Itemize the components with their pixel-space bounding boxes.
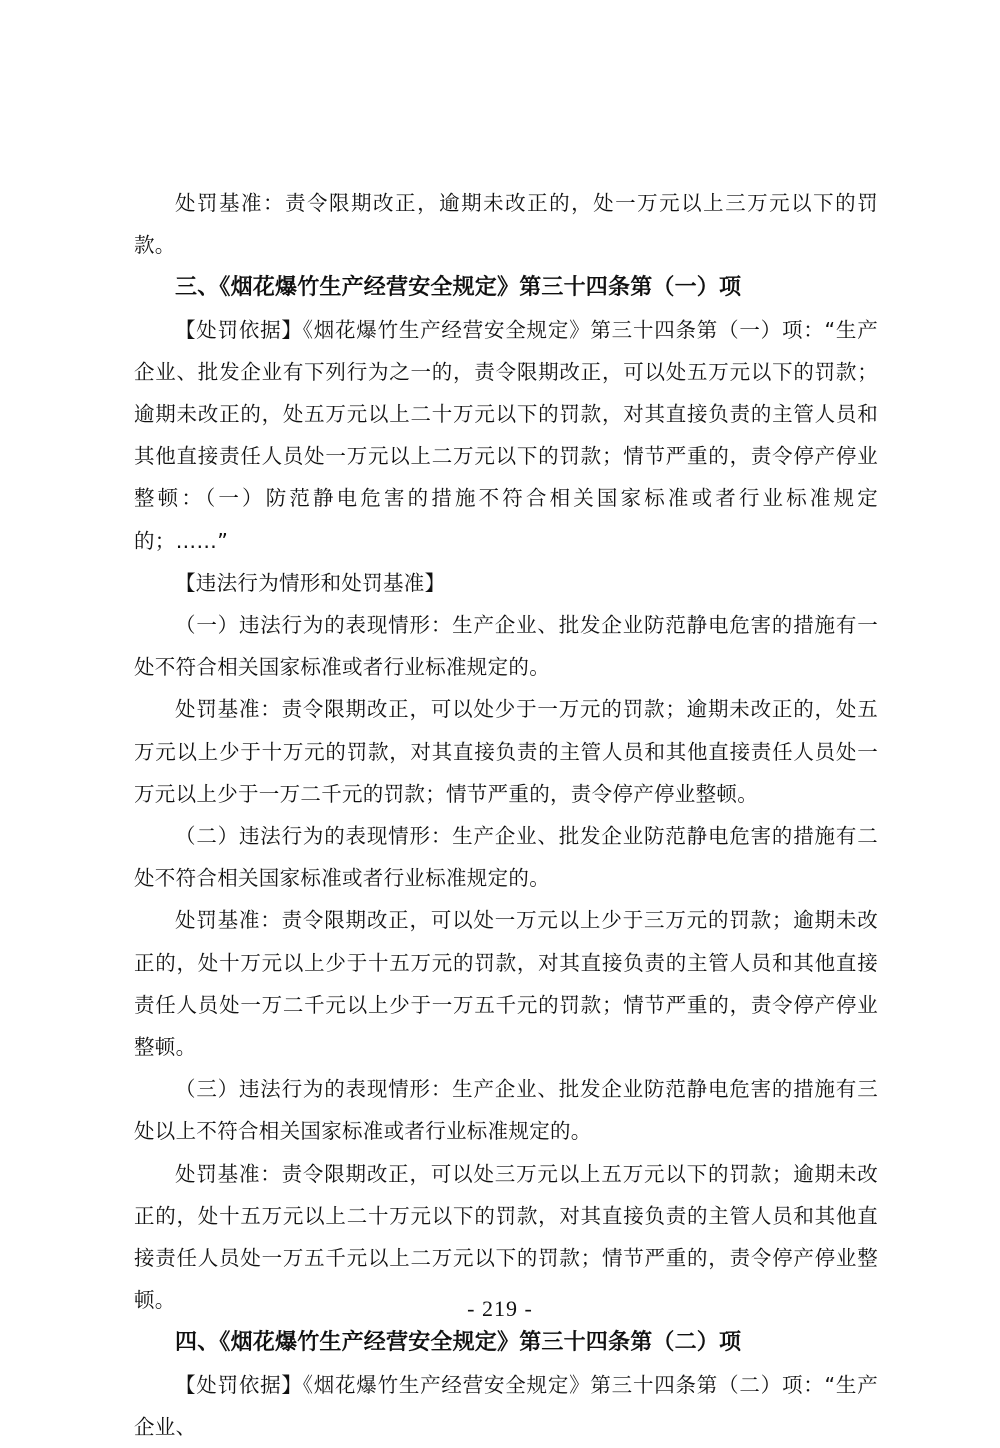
penalty-standard-paragraph: 处罚基准：责令限期改正，逾期未改正的，处一万元以上三万元以下的罚款。 [134,191,878,258]
situation-three-paragraph: （三）违法行为的表现情形：生产企业、批发企业防范静电危害的措施有三处以上不符合相关国家标准或者行业标准规定的。 [134,1077,878,1144]
section-heading-four: 四、《烟花爆竹生产经营安全规定》第三十四条第（二）项 [175,1329,742,1356]
document-body [134,182,878,1448]
page-number: - 219 - [467,1296,533,1321]
violation-situations-heading: 【违法行为情形和处罚基准】 [175,570,446,595]
penalty-standard-three-paragraph: 处罚基准：责令限期改正，可以处三万元以上五万元以下的罚款；逾期未改正的，处十五万元以上二十万元以下的罚款，对其直接负责的主管人员和其他直接责任人员处一万五千元以上二万元以下的罚款；情节严重的，责令停产停业整顿。 [134,1161,878,1313]
penalty-standard-one-paragraph: 处罚基准：责令限期改正，可以处少于一万元的罚款；逾期未改正的，处五万元以上少于十万元的罚款，对其直接负责的主管人员和其他直接责任人员处一万元以上少于一万二千元的罚款；情节严重的，责令停产停业整顿。 [134,697,878,806]
penalty-basis-paragraph-two: 【处罚依据】《烟花爆竹生产经营安全规定》第三十四条第（二）项：“生产企业、 [134,1372,878,1439]
situation-one-paragraph: （一）违法行为的表现情形：生产企业、批发企业防范静电危害的措施有一处不符合相关国家标准或者行业标准规定的。 [134,613,878,680]
situation-two-paragraph: （二）违法行为的表现情形：生产企业、批发企业防范静电危害的措施有二处不符合相关国家标准或者行业标准规定的。 [134,824,878,891]
section-heading-three: 三、《烟花爆竹生产经营安全规定》第三十四条第（一）项 [175,274,742,301]
penalty-basis-paragraph: 【处罚依据】《烟花爆竹生产经营安全规定》第三十四条第（一）项：“生产企业、批发企业有下列行为之一的，责令限期改正，可以处五万元以下的罚款；逾期未改正的，处五万元以上二十万元以下的罚款，对其直接负责的主管人员和其他直接责任人员处一万元以上二万元以下的罚款；情节严重的，责令停产停业整顿：（一）防范静电危害的措施不符合相关国家标准或者行业标准规定的；……” [134,317,878,553]
penalty-standard-two-paragraph: 处罚基准：责令限期改正，可以处一万元以上少于三万元的罚款；逾期未改正的，处十万元以上少于十五万元的罚款，对其直接负责的主管人员和其他直接责任人员处一万二千元以上少于一万五千元的罚款；情节严重的，责令停产停业整顿。 [134,908,878,1060]
